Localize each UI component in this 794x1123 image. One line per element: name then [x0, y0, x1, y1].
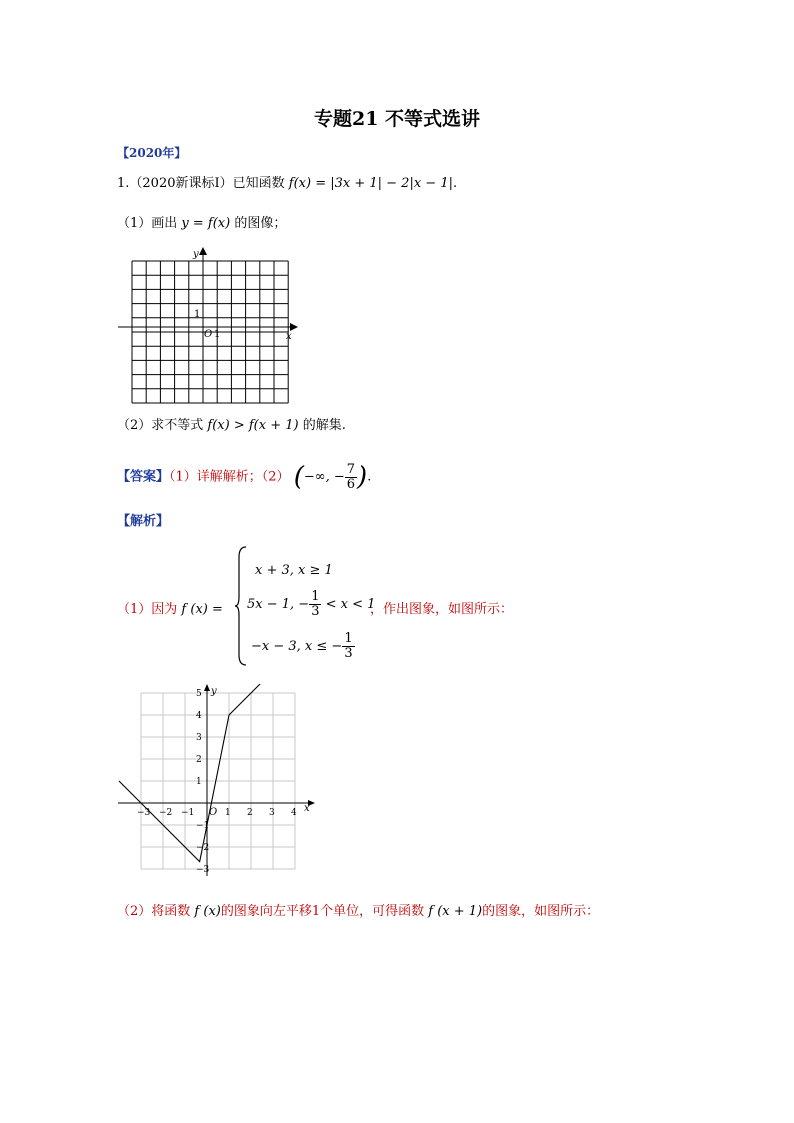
analysis-part-1 [117, 598, 223, 617]
grid-x-label: x [286, 331, 292, 342]
y-tick-label: −1 [196, 821, 210, 831]
part-2-tail: 的解集. [302, 418, 346, 433]
question-end: . [452, 176, 458, 191]
y-tick-label: −2 [196, 843, 210, 853]
x-tick-label: 1 [225, 808, 231, 818]
answer-fraction [345, 463, 357, 492]
paren-open: ( [293, 462, 304, 492]
y-tick-label: −3 [196, 865, 210, 875]
p2-end: 的图象，如图所示： [482, 904, 600, 919]
p1-suffix: ，作出图象，如图所示： [370, 602, 514, 617]
interval-left: −∞, − [303, 469, 345, 485]
function-line [119, 684, 262, 862]
analysis-tag: 【解析】 [117, 514, 170, 529]
function-graph [118, 684, 318, 879]
part-1-tail: 的图像； [234, 216, 287, 231]
y-tick-label: 5 [196, 689, 202, 699]
case3-num: 1 [344, 631, 353, 646]
year-tag: 【2020年】 [117, 146, 187, 160]
part-2-expr: f(x) > f(x + 1) [207, 418, 299, 433]
y-tick-label: 3 [196, 733, 202, 743]
case3-den: 3 [344, 646, 353, 661]
case3-frac [342, 632, 354, 661]
paren-close: ) [357, 462, 368, 492]
graph-y-arrow [204, 684, 210, 691]
grid-y-label: y [193, 249, 199, 260]
x-tick-label: 3 [269, 808, 275, 818]
graph-origin: O [209, 807, 218, 818]
p2-f2: f (x + 1) [428, 904, 483, 919]
x-tick-label: −2 [159, 808, 173, 818]
case3-a: −x − 3, x ≤ − [251, 639, 343, 654]
grid-one-x: 1 [214, 329, 221, 340]
piece-case-3 [251, 632, 355, 661]
p1-func: f (x) = [181, 602, 223, 617]
grid-one-y: 1 [194, 309, 201, 320]
answer-line [117, 462, 371, 492]
y-tick-label: 1 [196, 777, 202, 787]
piecewise-brace [234, 545, 248, 667]
function-definition: f(x) = |3x + 1| − 2|x − 1| [288, 176, 453, 191]
part-1 [117, 212, 286, 231]
grid-x-arrow [290, 323, 298, 331]
graph-x-label: x [304, 803, 310, 814]
piece-case-1: x + 3, x ≥ 1 [255, 563, 333, 578]
answer-frac-num: 7 [346, 461, 356, 477]
piece-case-2 [247, 590, 375, 619]
answer-text: （1）详解解析；（2） [169, 469, 290, 485]
part-1-label: （1）画出 [117, 216, 178, 231]
part-1-expr: y = f(x) [181, 216, 231, 231]
graph-y-label: y [211, 686, 217, 697]
x-tick-label: 2 [247, 808, 253, 818]
y-tick-label: 2 [196, 755, 202, 765]
analysis-part-2 [117, 900, 599, 919]
blank-grid-figure [118, 245, 298, 405]
grid-origin: O [204, 329, 213, 340]
case2-b: < x < 1 [325, 597, 376, 612]
case2-a: 5x − 1, − [247, 597, 310, 612]
p2-text: （2）将函数 [117, 904, 191, 919]
grid-y-arrow [199, 247, 207, 255]
x-tick-label: −3 [137, 808, 151, 818]
x-tick-label: 4 [291, 808, 297, 818]
case2-den: 3 [311, 604, 320, 619]
p2-mid: 的图象向左平移1个单位，可得函数 [220, 904, 425, 919]
p1-prefix: （1）因为 [117, 602, 178, 617]
y-tick-label: 4 [196, 711, 202, 721]
case2-num: 1 [311, 589, 320, 604]
question-source: （2020新课标Ⅰ）已知函数 [129, 176, 285, 191]
answer-tag: 【答案】 [117, 469, 170, 485]
question-stem [117, 172, 457, 191]
p2-f1: f (x) [194, 904, 221, 919]
part-2 [117, 414, 346, 433]
part-2-label: （2）求不等式 [117, 418, 204, 433]
answer-frac-den: 6 [346, 476, 356, 492]
question-number: 1. [117, 176, 130, 191]
case2-frac [309, 590, 321, 619]
x-tick-label: −1 [181, 808, 195, 818]
interval-end: . [367, 469, 372, 485]
page-title: 专题21 不等式选讲 [313, 108, 481, 130]
